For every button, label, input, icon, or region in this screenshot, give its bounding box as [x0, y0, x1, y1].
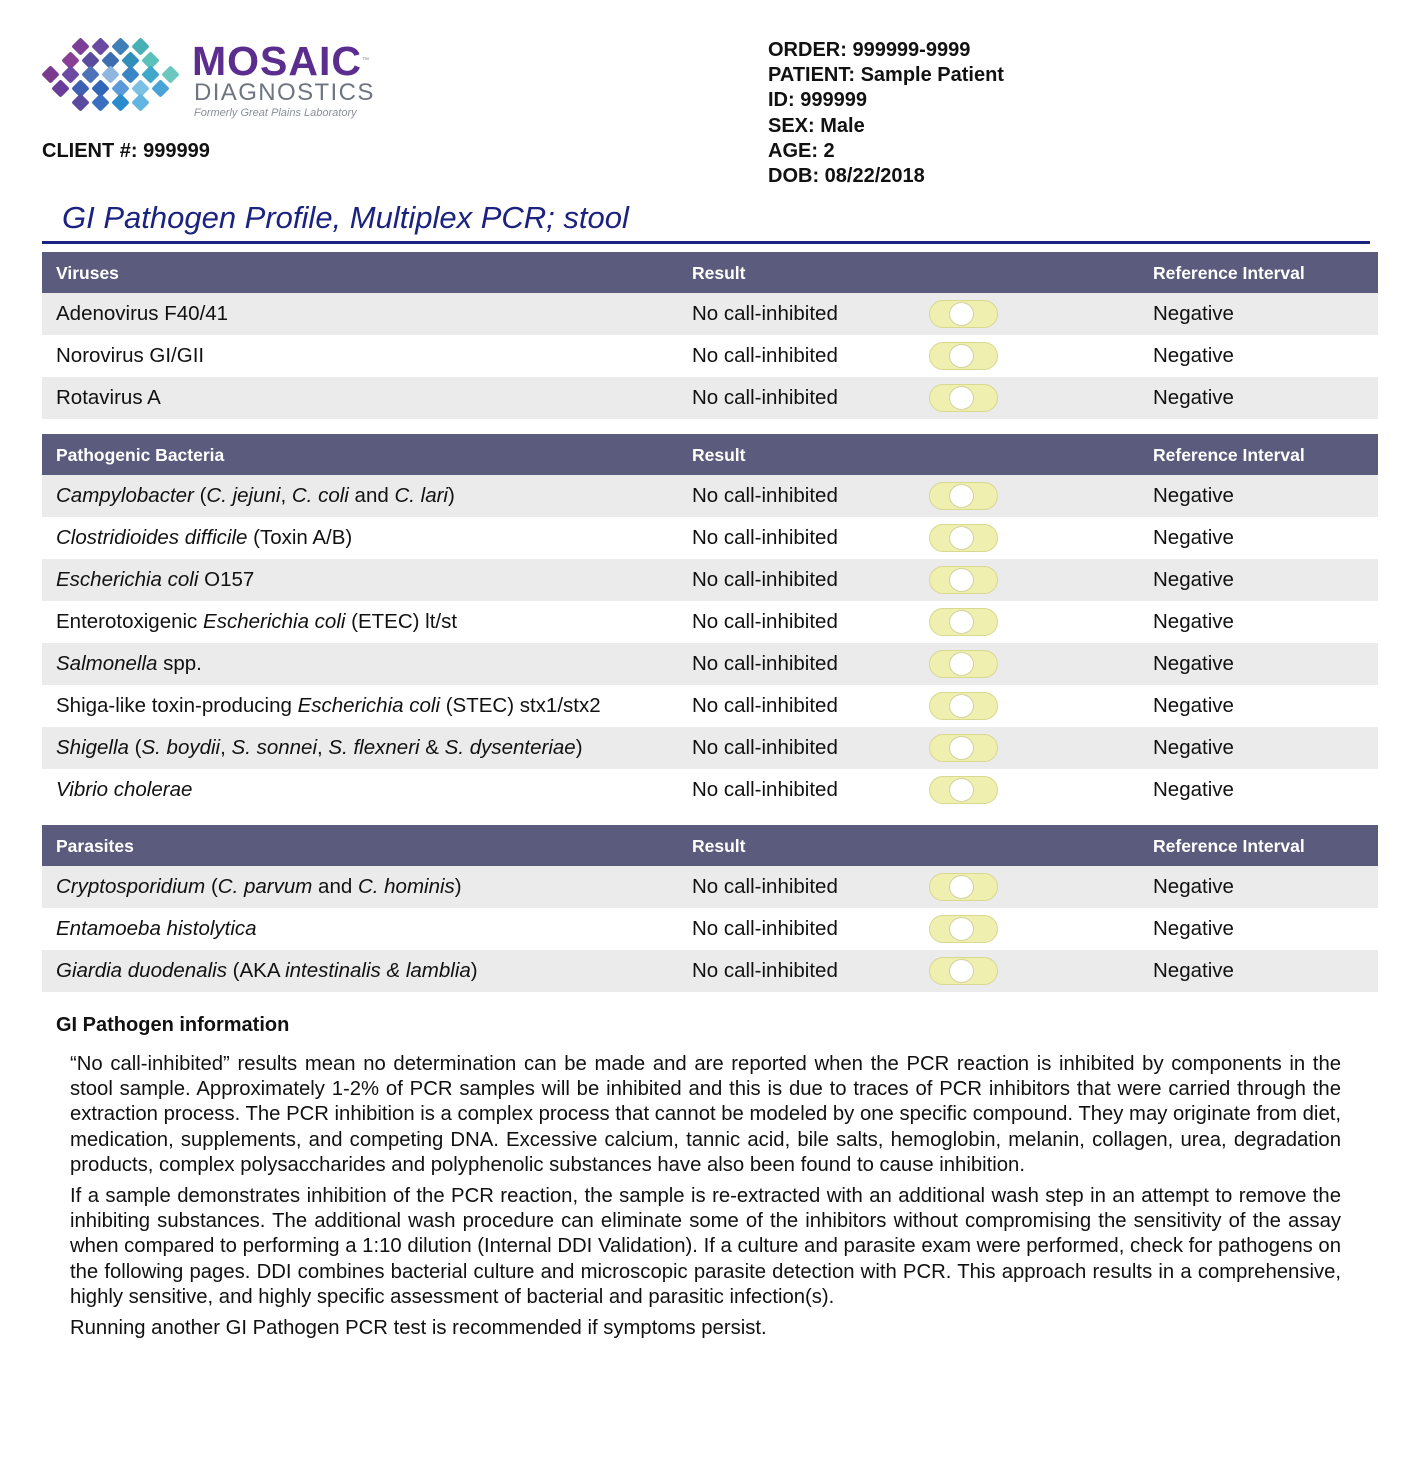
reference-value: Negative: [1153, 386, 1234, 409]
result-value: No call-inhibited: [692, 344, 838, 367]
result-column-header: Result: [692, 445, 746, 465]
patient-name: PATIENT: Sample Patient: [768, 64, 1004, 87]
pathogen-name: Adenovirus F40/41: [56, 302, 229, 325]
reference-value: Negative: [1153, 694, 1234, 717]
table-row: [42, 377, 1378, 419]
patient-id: ID: 999999: [768, 89, 867, 112]
section-viruses: [42, 252, 1378, 419]
table-row: [42, 335, 1378, 377]
table-row: [42, 908, 1378, 950]
result-toggle-icon: [929, 776, 998, 804]
reference-value: Negative: [1153, 778, 1234, 801]
toggle-knob: [949, 610, 974, 634]
result-value: No call-inhibited: [692, 568, 838, 591]
reference-value: Negative: [1153, 484, 1234, 507]
result-value: No call-inhibited: [692, 778, 838, 801]
section-pathogenic-bacteria: [42, 434, 1378, 811]
reference-column-header: Reference Interval: [1153, 836, 1305, 856]
result-value: No call-inhibited: [692, 484, 838, 507]
result-toggle-icon: [929, 608, 998, 636]
info-paragraph-3: Running another GI Pathogen PCR test is recommended if symptoms persist.: [70, 1317, 767, 1340]
toggle-knob: [949, 344, 974, 368]
toggle-knob: [949, 875, 974, 899]
result-toggle-icon: [929, 566, 998, 594]
result-toggle-icon: [929, 384, 998, 412]
toggle-knob: [949, 652, 974, 676]
toggle-knob: [949, 484, 974, 508]
pathogen-name: Clostridioides difficile (Toxin A/B): [56, 526, 353, 549]
result-value: No call-inhibited: [692, 694, 838, 717]
result-value: No call-inhibited: [692, 302, 838, 325]
reference-column-header: Reference Interval: [1153, 445, 1305, 465]
title-divider: [42, 241, 1370, 244]
toggle-knob: [949, 568, 974, 592]
toggle-knob: [949, 694, 974, 718]
patient-info: [768, 38, 1004, 189]
info-body: [70, 1052, 1341, 1347]
report-title: GI Pathogen Profile, Multiplex PCR; stool: [62, 200, 629, 235]
pathogen-name: Giardia duodenalis (AKA intestinalis & lamblia): [56, 959, 478, 982]
client-number: CLIENT #: 999999: [42, 140, 210, 162]
pathogen-name: Entamoeba histolytica: [56, 917, 257, 940]
result-value: No call-inhibited: [692, 917, 838, 940]
result-toggle-icon: [929, 873, 998, 901]
toggle-knob: [949, 917, 974, 941]
table-row: [42, 950, 1378, 992]
reference-value: Negative: [1153, 568, 1234, 591]
result-value: No call-inhibited: [692, 959, 838, 982]
order-number: ORDER: 999999-9999: [768, 39, 971, 61]
result-value: No call-inhibited: [692, 736, 838, 759]
section-title: Parasites: [56, 836, 134, 856]
table-row: [42, 475, 1378, 517]
result-toggle-icon: [929, 692, 998, 720]
pathogen-name: Rotavirus A: [56, 386, 161, 409]
info-paragraph-2: If a sample demonstrates inhibition of the PCR reaction, the sample is re-extracted with an additional wash step in an attempt to remove the inhibiting substances. The additional wash procedure can eliminate some of the inhibitors without compromising the sensitivity of the assay when compared to performing a 1:10 dilution (Internal DDI Validation). If a culture and parasite exam were performed, check for pathogens on the following pages. DDI combines bacterial culture and microscopic parasite detection with PCR. This approach results in a comprehensive, highly sensitive, and highly specific assessment of bacterial and parasitic infection(s).: [70, 1185, 1341, 1308]
pathogen-name: Norovirus GI/GII: [56, 344, 205, 367]
toggle-knob: [949, 302, 974, 326]
logo: [42, 38, 382, 122]
result-value: No call-inhibited: [692, 875, 838, 898]
reference-value: Negative: [1153, 736, 1234, 759]
result-column-header: Result: [692, 263, 746, 283]
pathogen-name: Enterotoxigenic Escherichia coli (ETEC) lt/st: [56, 610, 458, 633]
table-row: [42, 769, 1378, 811]
reference-value: Negative: [1153, 652, 1234, 675]
pathogen-name: Vibrio cholerae: [56, 778, 193, 801]
reference-column-header: Reference Interval: [1153, 263, 1305, 283]
section-header: [42, 434, 1378, 475]
table-row: [42, 293, 1378, 335]
table-row: [42, 866, 1378, 908]
toggle-knob: [949, 736, 974, 760]
table-row: [42, 559, 1378, 601]
section-title: Viruses: [56, 263, 119, 283]
result-value: No call-inhibited: [692, 526, 838, 549]
result-toggle-icon: [929, 734, 998, 762]
pathogen-name: Shiga-like toxin-producing Escherichia coli (STEC) stx1/stx2: [56, 694, 601, 717]
table-row: [42, 517, 1378, 559]
reference-value: Negative: [1153, 959, 1234, 982]
reference-value: Negative: [1153, 610, 1234, 633]
pathogen-name: Escherichia coli O157: [56, 568, 255, 591]
pathogen-name: Campylobacter (C. jejuni, C. coli and C. lari): [56, 484, 455, 507]
table-row: [42, 727, 1378, 769]
section-parasites: [42, 825, 1378, 992]
mosaic-logo-icon: [42, 38, 182, 122]
table-row: [42, 643, 1378, 685]
result-toggle-icon: [929, 957, 998, 985]
result-toggle-icon: [929, 915, 998, 943]
result-toggle-icon: [929, 650, 998, 678]
result-value: No call-inhibited: [692, 652, 838, 675]
reference-value: Negative: [1153, 875, 1234, 898]
pathogen-name: Cryptosporidium (C. parvum and C. hominis): [56, 875, 462, 898]
reference-value: Negative: [1153, 917, 1234, 940]
info-title: GI Pathogen information: [56, 1014, 290, 1036]
reference-value: Negative: [1153, 344, 1234, 367]
patient-dob: DOB: 08/22/2018: [768, 165, 925, 188]
patient-sex: SEX: Male: [768, 114, 865, 137]
result-value: No call-inhibited: [692, 610, 838, 633]
table-row: [42, 601, 1378, 643]
result-toggle-icon: [929, 482, 998, 510]
pathogen-name: Shigella (S. boydii, S. sonnei, S. flexneri & S. dysenteriae): [56, 736, 583, 759]
section-title: Pathogenic Bacteria: [56, 445, 225, 465]
result-value: No call-inhibited: [692, 386, 838, 409]
info-paragraph-1: “No call-inhibited” results mean no determination can be made and are reported when the PCR reaction is inhibited by components in the stool sample. Approximately 1-2% of PCR samples will be inhibited and this is due to traces of PCR inhibitors that were carried through the extraction process. The PCR inhibition is a complex process that cannot be modeled by one specific compound. They may originate from diet, medication, supplements, and competing DNA. Excessive calcium, tannic acid, bile salts, hemoglobin, melanin, collagen, urea, degradation products, complex polysaccharides and polyphenolic substances have also been found to cause inhibition.: [70, 1053, 1341, 1176]
trademark: ™: [362, 57, 370, 64]
result-column-header: Result: [692, 836, 746, 856]
reference-value: Negative: [1153, 526, 1234, 549]
toggle-knob: [949, 959, 974, 983]
section-header: [42, 252, 1378, 293]
result-toggle-icon: [929, 342, 998, 370]
section-header: [42, 825, 1378, 866]
toggle-knob: [949, 386, 974, 410]
toggle-knob: [949, 778, 974, 802]
brand-name: MOSAIC™: [192, 38, 370, 84]
brand-tagline: Formerly Great Plains Laboratory: [194, 107, 357, 119]
table-row: [42, 685, 1378, 727]
brand-subtitle: DIAGNOSTICS: [194, 79, 375, 106]
toggle-knob: [949, 526, 974, 550]
patient-age: AGE: 2: [768, 139, 835, 162]
reference-value: Negative: [1153, 302, 1234, 325]
pathogen-name: Salmonella spp.: [56, 652, 202, 675]
result-toggle-icon: [929, 300, 998, 328]
result-toggle-icon: [929, 524, 998, 552]
